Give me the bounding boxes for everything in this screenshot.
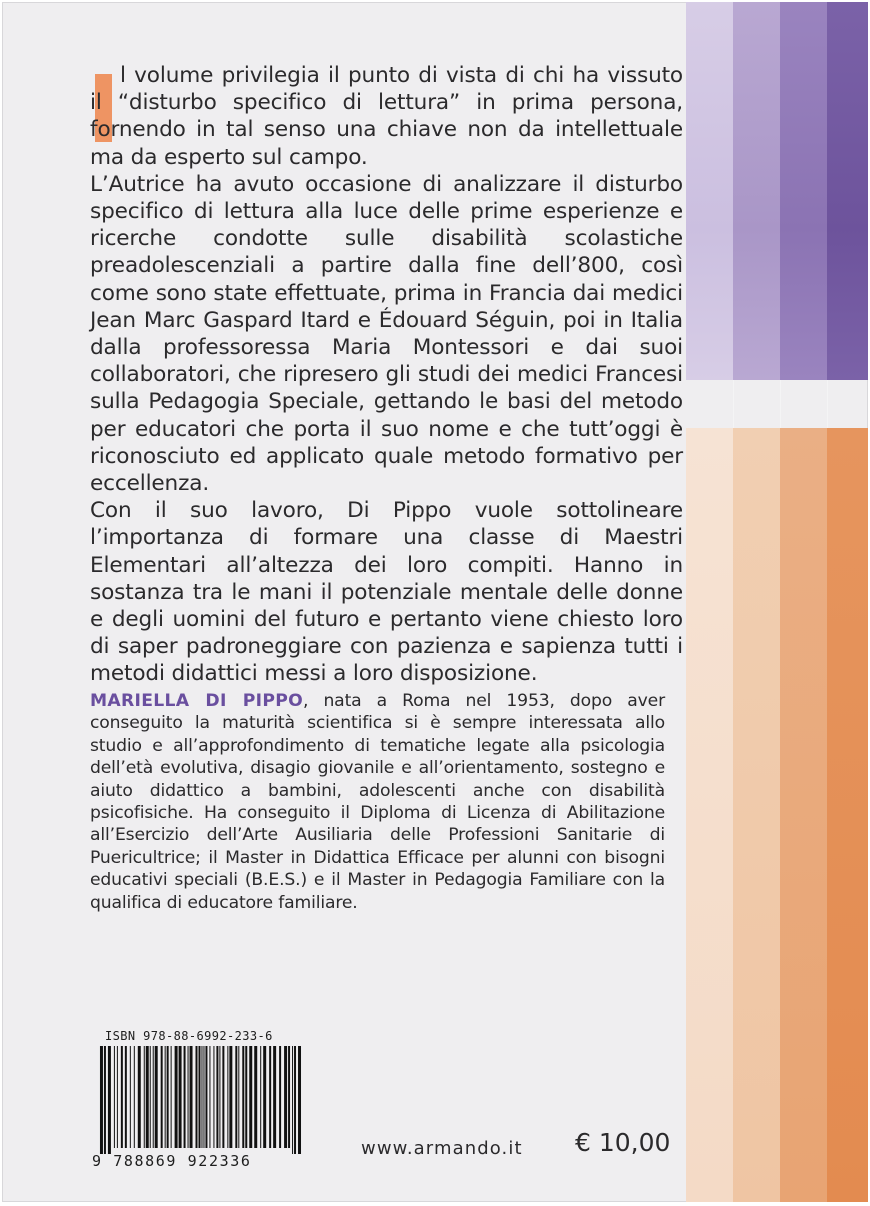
barcode-digits: 9 788869 922336 bbox=[92, 1152, 252, 1170]
barcode bbox=[94, 1046, 314, 1154]
stripe-1 bbox=[686, 2, 734, 1202]
author-name: MARIELLA DI PIPPO bbox=[90, 691, 304, 711]
book-description bbox=[90, 62, 683, 688]
description-paragraph-2: L’Autrice ha avuto occasione di analizzare il disturbo specifico di lettura alla luce delle prime esperienze e ricerche condotte sulle disabilità scolastiche preadolescenziali a partire dalla fine dell’800, così come sono state effettuate, prima in Francia dai medici Jean Marc Gaspard Itard e Édouard Séguin, poi in Italia dalla professoressa Maria Montessori e dai suoi collaboratori, che ripresero gli studi dei medici Francesi sulla Pedagogia Speciale, gettando le basi del metodo per educatori che porta il suo nome e che tutt’oggi è riconosciuto ed applicato quale metodo formativo per eccellenza. bbox=[90, 171, 683, 497]
stripe-2 bbox=[733, 2, 781, 1202]
stripe-4 bbox=[827, 2, 868, 1202]
book-back-cover bbox=[2, 2, 868, 1202]
publisher-website: www.armando.it bbox=[361, 1138, 523, 1159]
price: € 10,00 bbox=[575, 1128, 671, 1157]
author-bio-text: , nata a Roma nel 1953, dopo aver conseguito la maturità scientifica si è sempre interessata allo studio e all’approfondimento di tematiche legate alla psicologia dell’età evolutiva, disagio giovanile e all’orientamento, sostegno e aiuto didattico a bambini, adolescenti anche con disabilità psicofisiche. Ha conseguito il Diploma di Licenza di Abilitazione all’Esercizio dell’Arte Ausiliaria delle Professioni Sanitarie di Puericultrice; il Master in Didattica Efficace per alunni con bisogni educativi speciali (B.E.S.) e il Master in Pedagogia Familiare con la qualifica di educatore familiare. bbox=[90, 691, 665, 913]
decorative-stripes bbox=[686, 2, 868, 1202]
stripe-3 bbox=[780, 2, 828, 1202]
description-paragraph-1: l volume privilegia il punto di vista di chi ha vissuto il “disturbo specifico di lettura” in prima persona, fornendo in tal senso una chiave non da intellettuale ma da esperto sul campo. bbox=[90, 63, 683, 170]
description-paragraph-3: Con il suo lavoro, Di Pippo vuole sottolineare l’importanza di formare una classe di Maestri Elementari all’altezza dei loro compiti. Hanno in sostanza tra le mani il potenziale mentale delle donne e degli uomini del futuro e pertanto viene chiesto loro di saper padroneggiare con pazienza e sapienza tutti i metodi didattici messi a loro disposizione. bbox=[90, 498, 683, 687]
author-bio bbox=[90, 690, 665, 914]
isbn-label: ISBN 978-88-6992-233-6 bbox=[105, 1029, 273, 1043]
